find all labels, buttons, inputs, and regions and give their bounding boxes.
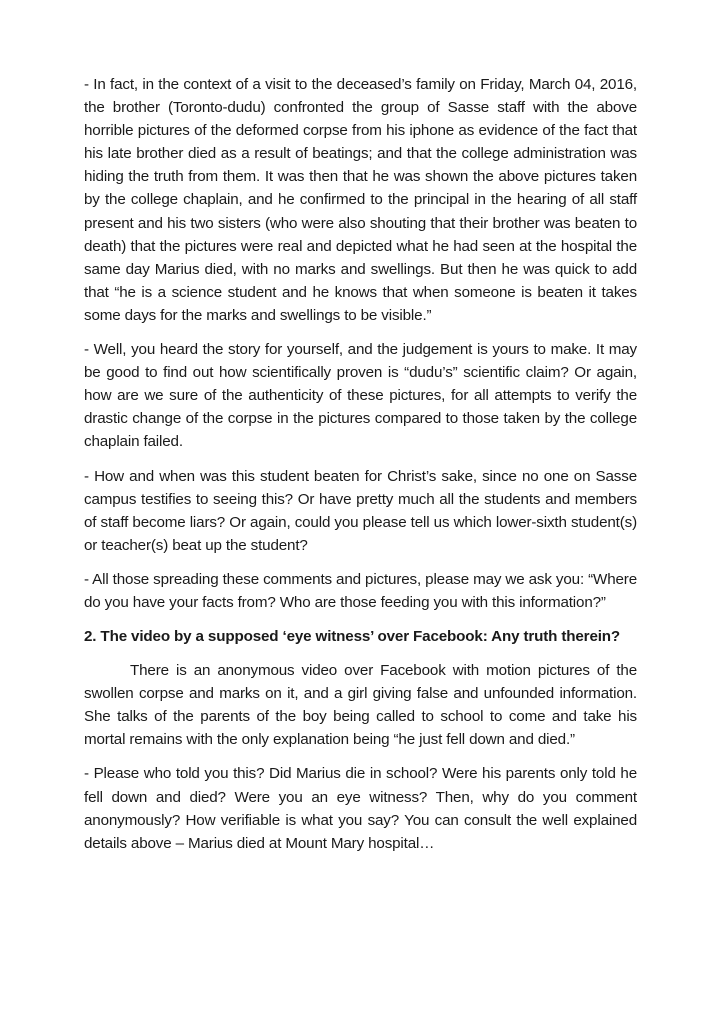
paragraph-anonymous-video: There is an anonymous video over Facebook with motion pictures of the swollen corpse and marks on it, and a girl giving false and unfounded information. She talks of the parents of the boy being called to school to come and take his mortal remains with the only explanation being “he just fell down and died.” xyxy=(84,662,637,749)
paragraph-spreading-comments: - All those spreading these comments and pictures, please may we ask you: “Where do you have your facts from? Who are those feeding you with this information?” xyxy=(84,570,637,611)
paragraph-family-visit: - In fact, in the context of a visit to the deceased’s family on Friday, March 04, 2016, the brother (Toronto-dudu) confronted the group of Sasse staff with the above horrible pictures of the deformed corpse from his iphone as evidence of the fact that his late brother died as a result of beatings; and that the college administration was hiding the truth from them. It was then that he was shown the above pictures taken by the college chaplain, and he confirmed to the principal in the hearing of all staff present and his two sisters (who were also shouting that their brother was beaten to death) that the pictures were real and depicted what he had seen at the hospital the same day Marius died, with no marks and swellings. But then he was quick to add that “he is a science student and he knows that when someone is beaten it takes some days for the marks and swellings to be visible.” xyxy=(84,76,637,324)
paragraph-beaten-question: - How and when was this student beaten for Christ’s sake, since no one on Sasse campus testifies to seeing this? Or have pretty much all the students and members of staff become liars? Or again, could you please tell us which lower-sixth student(s) or teacher(s) beat up the student? xyxy=(84,467,637,554)
paragraph-judgement: - Well, you heard the story for yourself, and the judgement is yours to make. It may be good to find out how scientifically proven is “dudu’s” scientific claim? Or again, how are we sure of the authenticity of these pictures, for all attempts to verify the drastic change of the corpse in the pictures compared to those taken by the college chaplain failed. xyxy=(84,341,637,451)
paragraph-who-told-you: - Please who told you this? Did Marius die in school? Were his parents only told he fell down and died? Were you an eye witness? Then, why do you comment anonymously? How verifiable is what you say? You can consult the well explained details above – Marius died at Mount Mary hospital… xyxy=(84,765,637,852)
document-body xyxy=(84,73,637,866)
section-heading-video: 2. The video by a supposed ‘eye witness’ over Facebook: Any truth therein? xyxy=(84,628,621,646)
